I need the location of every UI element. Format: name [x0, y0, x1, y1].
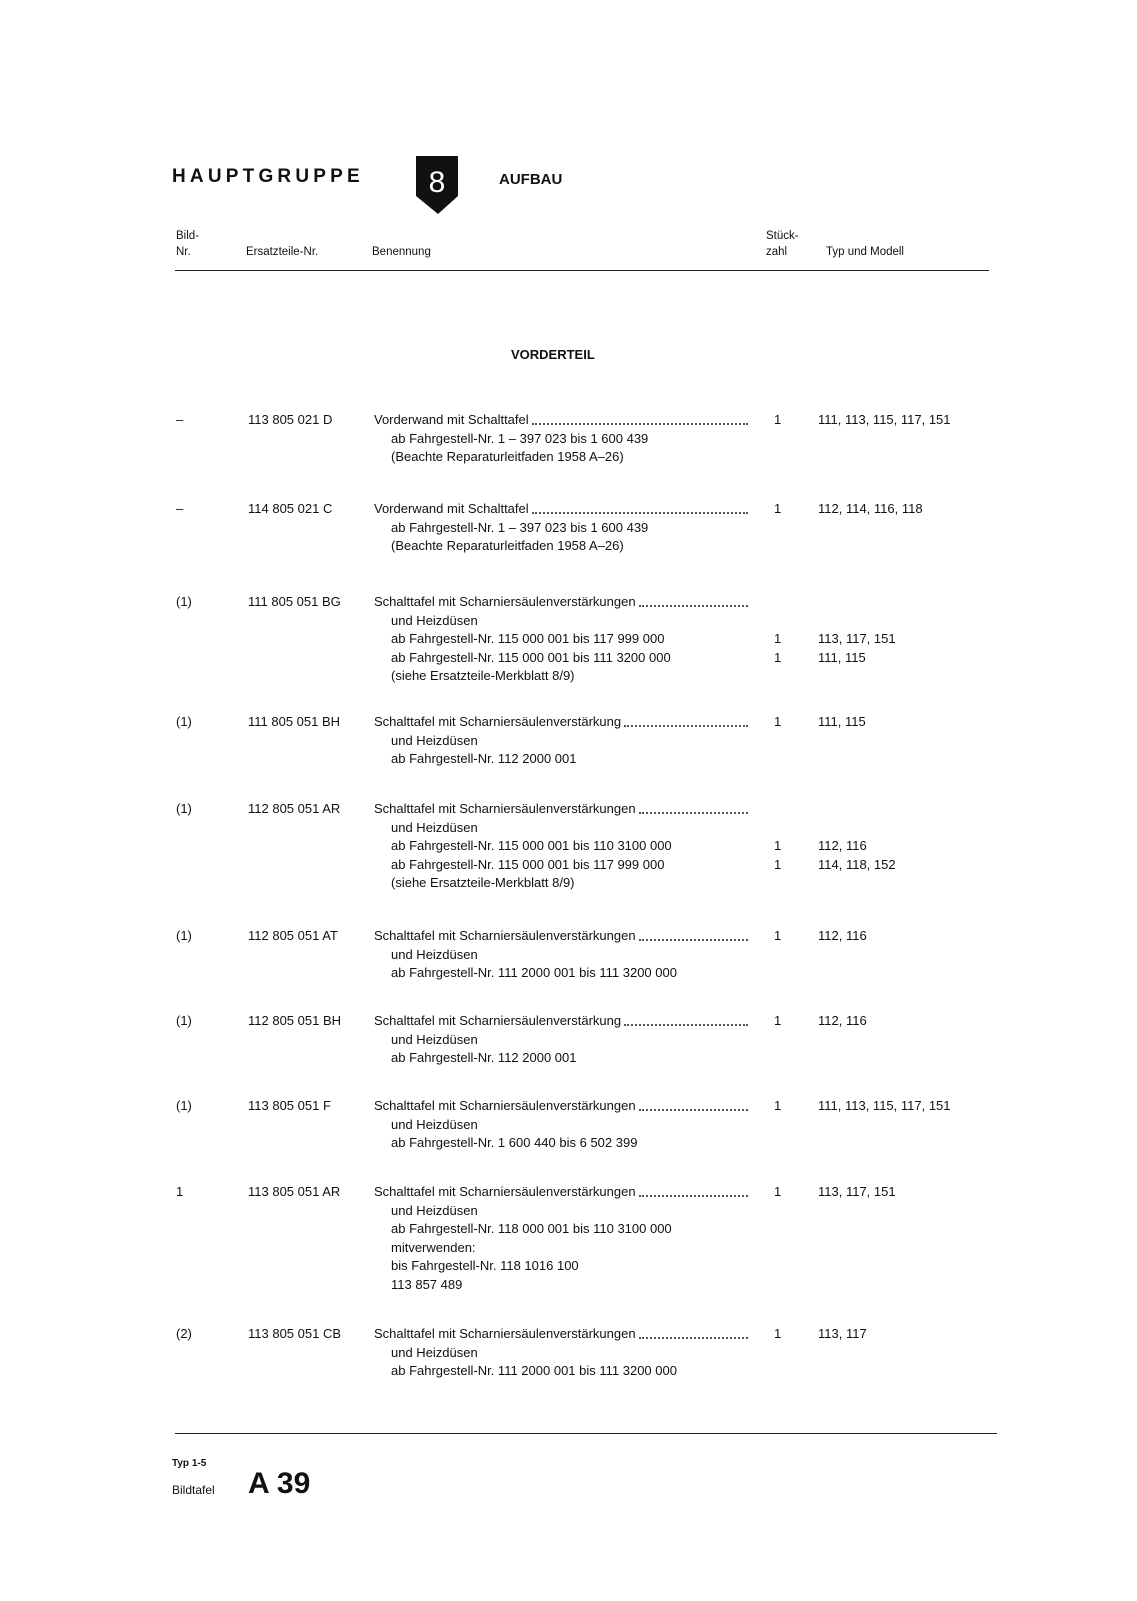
- footer-rule: [175, 1433, 997, 1434]
- col-bild-nr: Bild- Nr.: [176, 230, 200, 258]
- benennung-text: (Beachte Reparaturleitfaden 1958 A–26): [391, 538, 624, 553]
- benennung-text: 113 857 489: [391, 1276, 463, 1292]
- benennung-line: [374, 1344, 748, 1363]
- benennung-lines: [374, 593, 896, 686]
- ersatzteil-nr: 112 805 051 BH: [248, 1013, 341, 1028]
- ersatzteil-nr: 112 805 051 AT: [248, 928, 338, 943]
- stueckzahl: 1: [774, 714, 782, 729]
- benennung-text: Vorderwand mit Schalttafel: [374, 411, 532, 430]
- dot-leader: [624, 713, 748, 727]
- benennung-line: [374, 1116, 748, 1135]
- benennung-line: [374, 819, 748, 838]
- footer-typ: Typ 1-5: [172, 1458, 207, 1469]
- benennung-text: Schalttafel mit Scharniersäulenverstärkungen: [374, 1183, 639, 1202]
- ersatzteil-nr: 114 805 021 C: [248, 501, 333, 516]
- benennung-text: (siehe Ersatzteile-Merkblatt 8/9): [391, 875, 575, 890]
- benennung-line: [374, 1202, 748, 1221]
- benennung-text: ab Fahrgestell-Nr. 111 2000 001 bis 111 3200 000: [391, 1363, 677, 1378]
- stueckzahl: 1: [774, 1326, 782, 1341]
- benennung-text: Schalttafel mit Scharniersäulenverstärkungen: [374, 593, 639, 612]
- benennung-line: [374, 500, 923, 519]
- benennung-text: und Heizdüsen: [391, 819, 478, 835]
- typ-modell: 111, 113, 115, 117, 151: [818, 412, 951, 427]
- benennung-line: [374, 713, 866, 732]
- typ-modell: 112, 114, 116, 118: [818, 501, 923, 516]
- benennung-line: [374, 1239, 748, 1258]
- bild-nr: –: [176, 412, 184, 427]
- col-stueckzahl: Stück- zahl: [766, 230, 799, 258]
- stueckzahl: 1: [774, 928, 782, 943]
- section-title: VORDERTEIL: [511, 347, 595, 362]
- benennung-line: [374, 800, 748, 819]
- typ-modell: 113, 117: [818, 1326, 867, 1341]
- bild-nr: –: [176, 501, 184, 516]
- badge-shape-icon: [412, 152, 462, 218]
- benennung-lines: [374, 1012, 867, 1068]
- stueckzahl: 1: [774, 856, 782, 872]
- benennung-text: mitverwenden:: [391, 1239, 476, 1255]
- group-number: 8: [428, 166, 446, 199]
- benennung-line: [374, 732, 748, 751]
- benennung-text: Schalttafel mit Scharniersäulenverstärkungen: [374, 927, 639, 946]
- benennung-line: [374, 837, 867, 856]
- benennung-line: [374, 448, 748, 467]
- benennung-line: [374, 430, 748, 449]
- benennung-line: [374, 874, 748, 893]
- dot-leader: [624, 1012, 748, 1026]
- typ-modell: 113, 117, 151: [818, 1184, 896, 1199]
- benennung-line: [374, 1362, 748, 1381]
- benennung-text: (siehe Ersatzteile-Merkblatt 8/9): [391, 668, 575, 683]
- benennung-text: bis Fahrgestell-Nr. 118 1016 100: [391, 1258, 579, 1273]
- benennung-text: und Heizdüsen: [391, 1031, 478, 1047]
- bild-nr: (1): [176, 1098, 192, 1113]
- benennung-lines: [374, 713, 866, 769]
- stueckzahl: 1: [774, 412, 782, 427]
- benennung-text: ab Fahrgestell-Nr. 115 000 001 bis 111 3200 000: [391, 649, 671, 665]
- group-label: HAUPTGRUPPE: [172, 166, 364, 187]
- bild-nr: (1): [176, 928, 192, 943]
- benennung-line: [374, 1134, 748, 1153]
- dot-leader: [639, 1325, 748, 1339]
- benennung-text: und Heizdüsen: [391, 612, 478, 628]
- benennung-line: [374, 593, 748, 612]
- benennung-text: Vorderwand mit Schalttafel: [374, 500, 532, 519]
- benennung-line: [374, 537, 748, 556]
- dot-leader: [532, 411, 748, 425]
- benennung-text: ab Fahrgestell-Nr. 1 – 397 023 bis 1 600 439: [391, 519, 649, 535]
- benennung-line: [374, 1097, 951, 1116]
- ersatzteil-nr: 113 805 021 D: [248, 412, 333, 427]
- ersatzteil-nr: 113 805 051 F: [248, 1098, 331, 1113]
- benennung-line: [374, 411, 951, 430]
- bild-nr: 1: [176, 1184, 184, 1199]
- ersatzteil-nr: 113 805 051 AR: [248, 1184, 341, 1199]
- benennung-text: ab Fahrgestell-Nr. 1 – 397 023 bis 1 600 439: [391, 430, 649, 446]
- benennung-text: und Heizdüsen: [391, 1116, 478, 1132]
- benennung-lines: [374, 411, 951, 467]
- benennung-text: Schalttafel mit Scharniersäulenverstärkung: [374, 713, 624, 732]
- benennung-text: Schalttafel mit Scharniersäulenverstärkungen: [374, 1325, 639, 1344]
- benennung-text: und Heizdüsen: [391, 732, 478, 748]
- typ-modell: 112, 116: [818, 928, 867, 943]
- benennung-text: und Heizdüsen: [391, 1344, 478, 1360]
- typ-modell: 111, 113, 115, 117, 151: [818, 1098, 951, 1113]
- benennung-lines: [374, 927, 867, 983]
- col-typ-modell: Typ und Modell: [826, 246, 904, 258]
- benennung-line: [374, 630, 896, 649]
- bild-nr: (1): [176, 714, 192, 729]
- stueckzahl: 1: [774, 838, 782, 853]
- benennung-lines: [374, 1325, 867, 1381]
- stueckzahl: 1: [774, 631, 782, 646]
- group-title: AUFBAU: [499, 171, 563, 188]
- benennung-text: und Heizdüsen: [391, 946, 478, 962]
- benennung-text: und Heizdüsen: [391, 1202, 478, 1218]
- bild-nr: (1): [176, 594, 192, 609]
- benennung-line: [374, 1012, 867, 1031]
- benennung-line: [374, 667, 748, 686]
- dot-leader: [532, 500, 748, 514]
- dot-leader: [639, 593, 748, 607]
- header-rule: [175, 270, 989, 271]
- benennung-line: [374, 612, 748, 631]
- benennung-line: [374, 1276, 748, 1295]
- typ-modell: 111, 115: [818, 649, 866, 665]
- benennung-text: ab Fahrgestell-Nr. 112 2000 001: [391, 1050, 577, 1065]
- typ-modell: 114, 118, 152: [818, 856, 896, 872]
- typ-modell: 112, 116: [818, 838, 867, 853]
- benennung-line: [374, 519, 748, 538]
- stueckzahl: 1: [774, 1013, 782, 1028]
- benennung-line: [374, 1257, 748, 1276]
- benennung-text: ab Fahrgestell-Nr. 115 000 001 bis 110 3100 000: [391, 838, 672, 853]
- benennung-text: ab Fahrgestell-Nr. 118 000 001 bis 110 3100 000: [391, 1221, 672, 1236]
- benennung-line: [374, 1325, 867, 1344]
- benennung-line: [374, 927, 867, 946]
- stueckzahl: 1: [774, 501, 782, 516]
- footer-bildtafel-number: A 39: [248, 1467, 311, 1500]
- typ-modell: 112, 116: [818, 1013, 867, 1028]
- dot-leader: [639, 927, 748, 941]
- benennung-text: ab Fahrgestell-Nr. 112 2000 001: [391, 751, 577, 766]
- col-benennung: Benennung: [372, 246, 431, 258]
- benennung-text: ab Fahrgestell-Nr. 111 2000 001 bis 111 3200 000: [391, 965, 677, 980]
- ersatzteil-nr: 111 805 051 BG: [248, 594, 341, 609]
- benennung-lines: [374, 1183, 896, 1294]
- benennung-text: Schalttafel mit Scharniersäulenverstärkungen: [374, 800, 639, 819]
- benennung-line: [374, 1049, 748, 1068]
- benennung-line: [374, 1031, 748, 1050]
- benennung-text: ab Fahrgestell-Nr. 1 600 440 bis 6 502 399: [391, 1135, 638, 1150]
- stueckzahl: 1: [774, 1098, 782, 1113]
- dot-leader: [639, 800, 748, 814]
- benennung-line: [374, 946, 748, 965]
- ersatzteil-nr: 111 805 051 BH: [248, 714, 341, 729]
- benennung-text: Schalttafel mit Scharniersäulenverstärkung: [374, 1012, 624, 1031]
- benennung-text: (Beachte Reparaturleitfaden 1958 A–26): [391, 449, 624, 464]
- ersatzteil-nr: 113 805 051 CB: [248, 1326, 341, 1341]
- benennung-line: [374, 964, 748, 983]
- group-number-badge: [412, 152, 462, 218]
- bild-nr: (1): [176, 801, 192, 816]
- bild-nr: (2): [176, 1326, 192, 1341]
- benennung-lines: [374, 500, 923, 556]
- typ-modell: 113, 117, 151: [818, 631, 896, 646]
- stueckzahl: 1: [774, 649, 782, 665]
- benennung-text: ab Fahrgestell-Nr. 115 000 001 bis 117 999 000: [391, 856, 665, 872]
- benennung-line: [374, 649, 866, 668]
- dot-leader: [639, 1183, 748, 1197]
- benennung-line: [374, 856, 896, 875]
- dot-leader: [639, 1097, 748, 1111]
- benennung-lines: [374, 1097, 951, 1153]
- benennung-line: [374, 750, 748, 769]
- benennung-text: Schalttafel mit Scharniersäulenverstärkungen: [374, 1097, 639, 1116]
- benennung-lines: [374, 800, 896, 893]
- stueckzahl: 1: [774, 1184, 782, 1199]
- benennung-line: [374, 1183, 896, 1202]
- footer-bildtafel-label: Bildtafel: [172, 1483, 215, 1497]
- benennung-line: [374, 1220, 748, 1239]
- typ-modell: 111, 115: [818, 714, 866, 729]
- benennung-text: ab Fahrgestell-Nr. 115 000 001 bis 117 999 000: [391, 631, 665, 646]
- col-ersatzteile: Ersatzteile-Nr.: [246, 246, 319, 258]
- ersatzteil-nr: 112 805 051 AR: [248, 801, 341, 816]
- bild-nr: (1): [176, 1013, 192, 1028]
